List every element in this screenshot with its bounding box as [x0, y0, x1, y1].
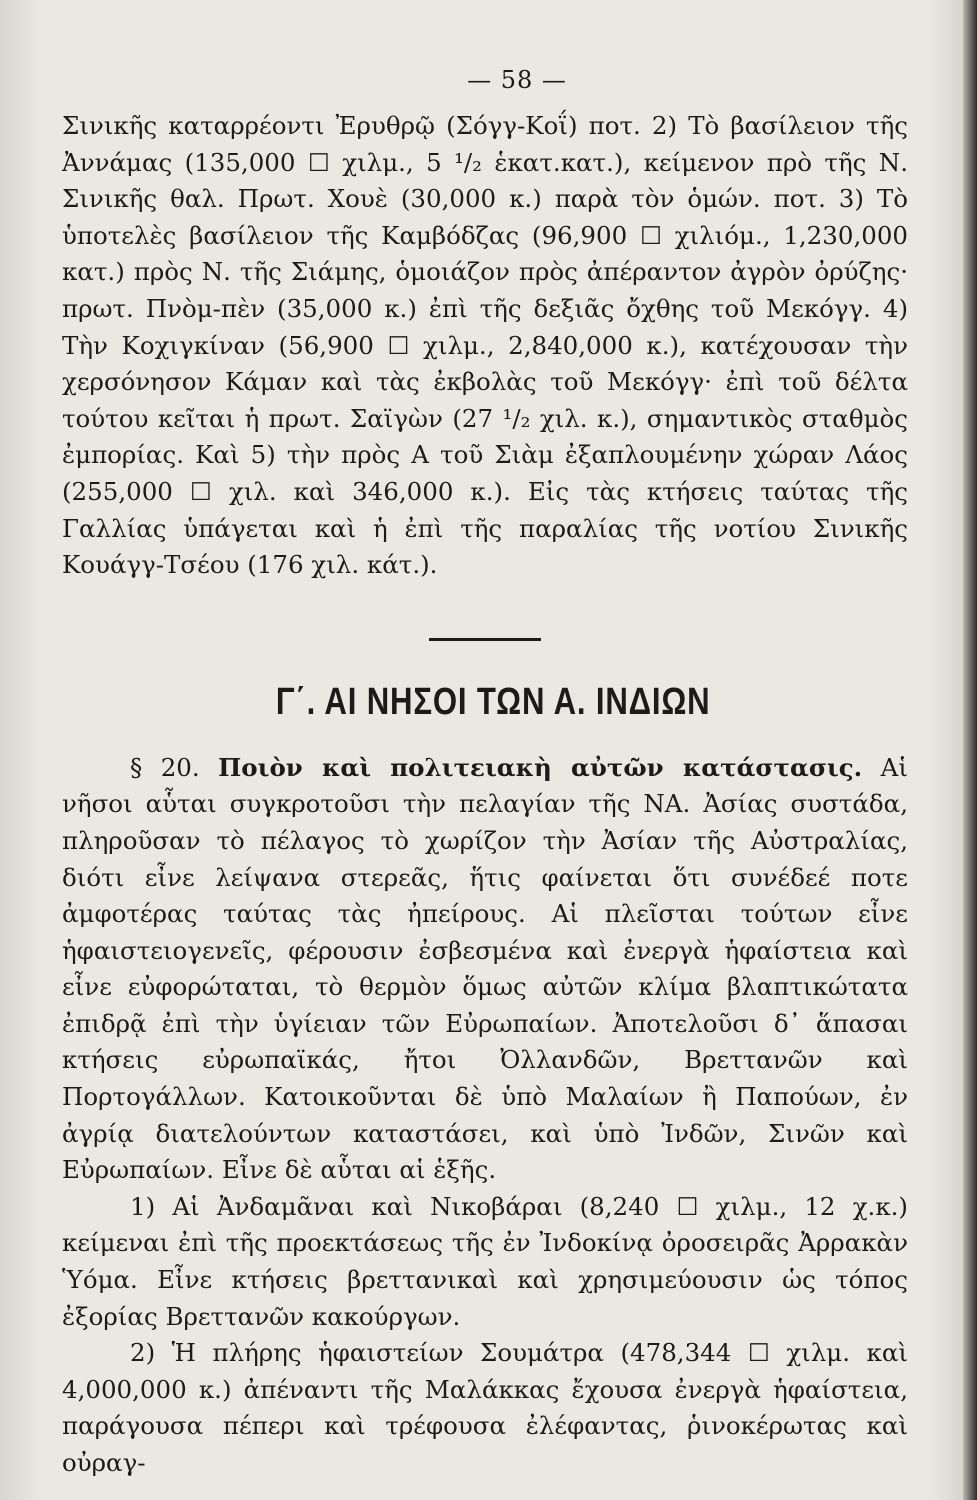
- paragraph-islands-intro: [62, 750, 908, 1189]
- page-edge-shadow: [963, 0, 977, 1500]
- paragraph-sumatra: 2) Ἡ πλήρης ἡφαιστείων Σουμάτρα (478,344 ☐ χιλμ. καὶ 4,000,000 κ.) ἀπέναντι τῆς Μαλάκκας ἔχουσα ἐνεργὰ ἡφαίστεια, παράγουσα πέπερι καὶ τρέφουσα ἐλέφαντας, ῥινοκέρωτας καὶ οὐραγ-: [62, 1338, 908, 1477]
- section-title: Ποιὸν καὶ πολιτειακὴ αὐτῶν κατάστασις.: [218, 752, 863, 782]
- page-number: — 58 —: [467, 66, 567, 94]
- section-number: § 20.: [130, 752, 200, 782]
- paragraph-continuation: Σινικῆς καταρρέοντι Ἐρυθρῷ (Σόγγ-Κοΐ) ποτ. 2) Τὸ βασίλειον τῆς Ἀννάμας (135,000 ☐ χιλμ., 5 ¹/₂ ἑκατ.κατ.), κείμενον πρὸ τῆς Ν. Σινικῆς θαλ. Πρωτ. Χουὲ (30,000 κ.) παρὰ τὸν ὁμών. ποτ. 3) Τὸ ὑποτελὲς βασίλειον τῆς Καμβόδζας (96,900 ☐ χιλιόμ., 1,230,000 κατ.) πρὸς Ν. τῆς Σιάμης, ὁμοιάζον πρὸς ἀπέραντον ἀγρὸν ὀρύζης· πρωτ. Πνὸμ-πὲν (35,000 κ.) ἐπὶ τῆς δεξιᾶς ὄχθης τοῦ Μεκόγγ. 4) Τὴν Κοχιγκίναν (56,900 ☐ χιλμ., 2,840,000 κ.), κατέχουσαν τὴν χερσόνησον Κάμαν καὶ τὰς ἐκβολὰς τοῦ Μεκόγγ· ἐπὶ τοῦ δέλτα τούτου κεῖται ἡ πρωτ. Σαϊγὼν (27 ¹/₂ χιλ. κ.), σημαντικὸς σταθμὸς ἐμπορίας. Καὶ 5) τὴν πρὸς Α τοῦ Σιὰμ ἐξαπλουμένην χώραν Λάος (255,000 ☐ χιλ. καὶ 346,000 κ.). Εἰς τὰς κτήσεις ταύτας τῆς Γαλλίας ὑπάγεται καὶ ἡ ἐπὶ τῆς παραλίας τῆς νοτίου Σινικῆς Κουάγγ-Τσέου (176 χιλ. κάτ.).: [62, 111, 908, 580]
- section-divider: [429, 638, 541, 641]
- paragraph-islands-text: Αἱ νῆσοι αὗται συγκροτοῦσι τὴν πελαγίαν τῆς ΝΑ. Ἀσίας συστάδα, πληροῦσαν τὸ πέλαγος τὸ χωρίζον τὴν Ἀσίαν τῆς Αὐστραλίας, διότι εἶνε λείψανα στερεᾶς, ἥτις φαίνεται ὅτι συνέδεέ ποτε ἀμφοτέρας ταύτας τὰς ἠπείρους. Αἱ πλεῖσται τούτων εἶνε ἡφαιστειογενεῖς, φέρουσιν ἐσβεσμένα καὶ ἐνεργὰ ἡφαίστεια καὶ εἶνε εὐφορώταται, τὸ θερμὸν ὅμως αὐτῶν κλίμα βλαπτικώτατα ἐπιδρᾷ ἐπὶ τὴν ὑγίειαν τῶν Εὐρωπαίων. Ἀποτελοῦσι δ᾽ ἅπασαι κτήσεις εὐρωπαϊκάς, ἤτοι Ὀλλανδῶν, Βρεττανῶν καὶ Πορτογάλλων. Κατοικοῦνται δὲ ὑπὸ Μαλαίων ἢ Παπούων, ἐν ἀγρίᾳ διατελούντων καταστάσει, καὶ ὑπὸ Ἰνδῶν, Σινῶν καὶ Εὐρωπαίων. Εἶνε δὲ αὗται αἱ ἑξῆς.: [62, 752, 908, 1185]
- page-content: [62, 66, 908, 1482]
- section-heading: Γ΄. ΑΙ ΝΗΣΟΙ ΤΩΝ Α. ΙΝΔΙΩΝ: [275, 680, 711, 723]
- paragraph-andaman: 1) Αἱ Ἀνδαμᾶναι καὶ Νικοβάραι (8,240 ☐ χιλμ., 12 χ.κ.) κείμεναι ἐπὶ τῆς προεκτάσεως τῆς ἐν Ἰνδοκίνᾳ ὀροσειρᾶς Ἀρρακὰν Ὑόμα. Εἶνε κτήσεις βρεττανικαὶ καὶ χρησιμεύουσιν ὡς τόπος ἐξορίας Βρεττανῶν κακούργων.: [62, 1191, 908, 1331]
